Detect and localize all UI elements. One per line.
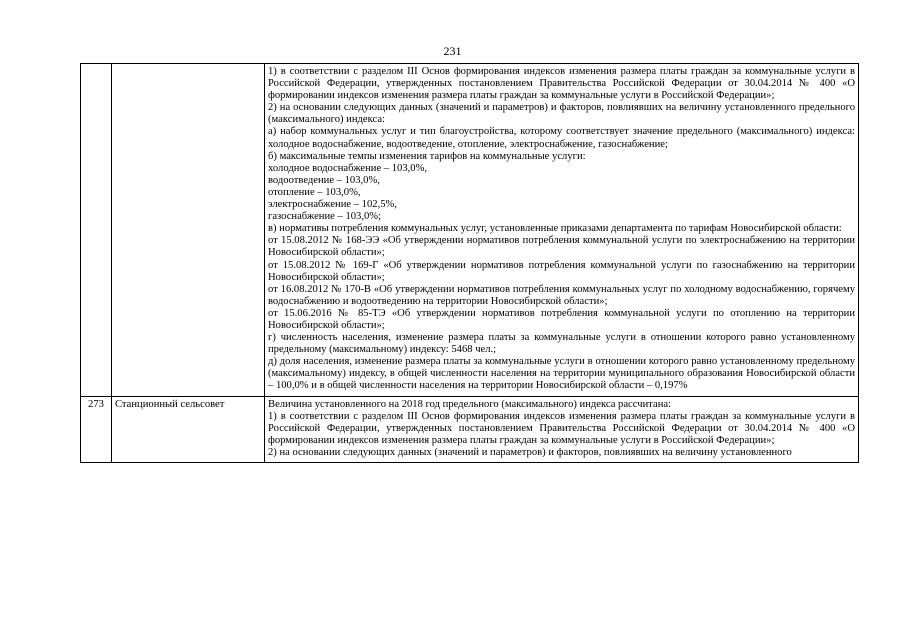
text-line: от 15.06.2016 № 85-ТЭ «Об утверждении нормативов потребления коммунальной услуги по отоплению на территории Новосибирской области»; [268,307,855,331]
text-line: от 15.08.2012 № 169-Г «Об утверждении нормативов потребления коммунальной услуги по газоснабжению на территории Новосибирской области»; [268,259,855,283]
municipality-name-cell [112,64,265,397]
text-line: 1) в соответствии с разделом III Основ формирования индексов изменения размера платы граждан за коммунальные услуги в Российской Федерации, утвержденных постановлением Правительства Российской Федерации от 30.04.2014 № 400 «О формировании индексов изменения размера платы граждан за коммунальные услуги в Российской Федерации»; [268,66,855,102]
municipality-name-cell: Станционный сельсовет [112,396,265,462]
table-row [81,64,859,397]
text-line: 2) на основании следующих данных (значений и параметров) и факторов, повлиявших на величину установленного предельного (максимального) индекса: [268,102,855,126]
text-line: от 15.08.2012 № 168-ЭЭ «Об утверждении нормативов потребления коммунальной услуги по электроснабжению на территории Новосибирской области»; [268,235,855,259]
text-line: г) численность населения, изменение размера платы за коммунальные услуги в отношении которого равно установленному предельному (максимальному) индексу: 5468 чел.; [268,332,855,356]
index-table [80,63,859,463]
calculation-text-cell [265,396,859,462]
table-row [81,396,859,462]
text-line: 1) в соответствии с разделом III Основ формирования индексов изменения размера платы граждан за коммунальные услуги в Российской Федерации, утвержденных постановлением Правительства Российской Федерации от 30.04.2014 № 400 «О формировании индексов изменения размера платы граждан за коммунальные услуги в Российской Федерации»; [268,410,855,446]
row-number-cell [81,64,112,397]
text-line: от 16.08.2012 № 170-В «Об утверждении нормативов потребления коммунальных услуг по холодному водоснабжению, горячему водоснабжению и водоотведению на территории Новосибирской области»; [268,283,855,307]
text-line: отопление – 103,0%, [268,186,361,198]
text-line: водоотведение – 103,0%, [268,174,380,186]
text-line: а) набор коммунальных услуг и тип благоустройства, которому соответствует значение предельного (максимального) индекса: холодное водоснабжение, водоотведение, отопление, электроснабжение, газоснабжение; [268,126,855,150]
page-number: 231 [443,44,462,58]
text-line: в) нормативы потребления коммунальных услуг, установленные приказами департамента по тарифам Новосибирской области: [268,223,842,235]
text-line: электроснабжение – 102,5%, [268,199,397,211]
text-line: д) доля населения, изменение размера платы за коммунальные услуги в отношении которого равно установленному предельному (максимальному) индексу, в общей численности населения на территории муниципального образования Новосибирской области – 100,0% и в общей численности населения на территории Новосибирской области – 0,197% [268,356,855,392]
row-number-cell: 273 [81,396,112,462]
text-line: холодное водоснабжение – 103,0%, [268,162,428,174]
text-line: б) максимальные темпы изменения тарифов на коммунальные услуги: [268,150,586,162]
text-line: Величина установленного на 2018 год предельного (максимального) индекса рассчитана: [268,398,672,410]
text-line: 2) на основании следующих данных (значений и параметров) и факторов, повлиявших на величину установленного [268,446,792,458]
calculation-text-cell [265,64,859,397]
text-line: газоснабжение – 103,0%; [268,211,382,223]
